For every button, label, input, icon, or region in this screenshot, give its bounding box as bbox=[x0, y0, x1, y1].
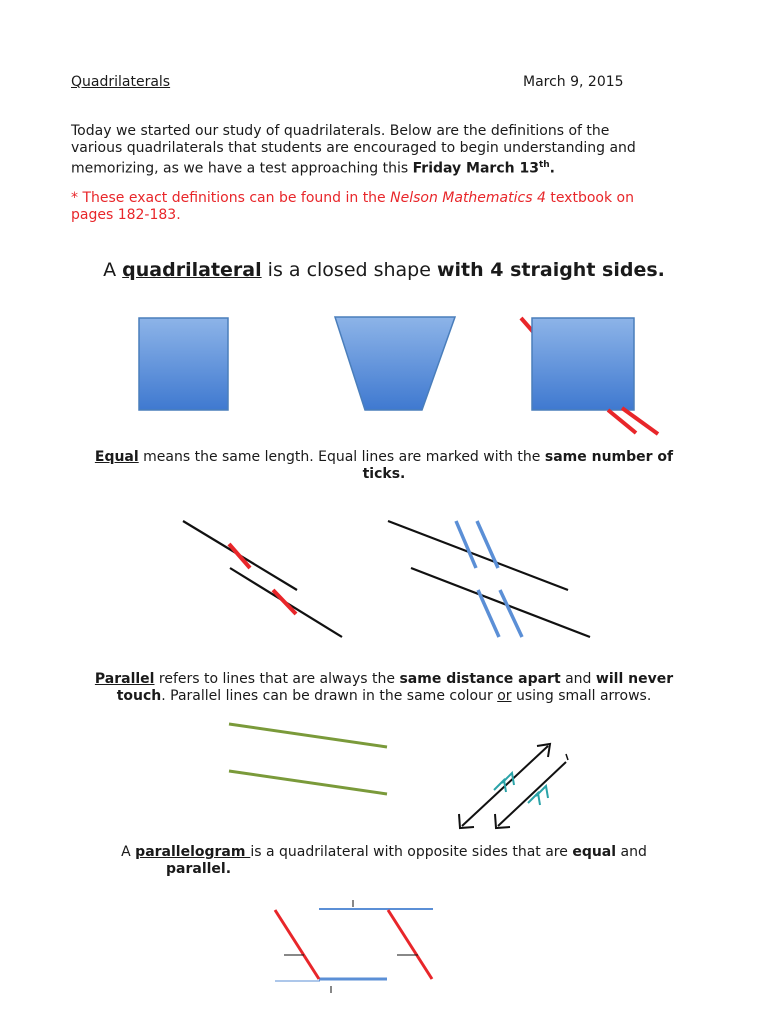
quad-def-middle: is a closed shape bbox=[261, 259, 437, 281]
test-date: Friday March 13 bbox=[412, 160, 539, 177]
textbook-title: Nelson Mathematics 4 bbox=[390, 190, 546, 206]
test-date-suffix: th bbox=[538, 160, 550, 170]
test-date-period: . bbox=[549, 160, 555, 177]
parallel-or: or bbox=[497, 688, 512, 704]
parallelogram-right-side bbox=[388, 910, 432, 979]
page-title: Quadrilaterals bbox=[71, 74, 171, 90]
note-line-2: pages 182-183. bbox=[71, 207, 181, 223]
parallel-text-3: . Parallel lines can be drawn in the same colour bbox=[161, 688, 498, 704]
equal-term: Equal bbox=[94, 449, 139, 465]
intro-line-3-text: memorizing, as we have a test approaching this bbox=[71, 160, 413, 177]
equal-text: means the same length. Equal lines are marked with the bbox=[138, 449, 545, 465]
parallel-term: Parallel bbox=[94, 671, 155, 687]
equal-bold-2: ticks. bbox=[362, 466, 406, 482]
page-date: March 9, 2015 bbox=[523, 74, 624, 90]
quad-def-a: A bbox=[103, 259, 123, 281]
parallel-text-1: refers to lines that are always the bbox=[154, 671, 400, 687]
parallelogram-left-side bbox=[275, 910, 319, 979]
parallelogram-text-2: and bbox=[616, 844, 647, 860]
note-text-2: textbook on bbox=[545, 190, 634, 206]
parallelogram-bold-2: parallel. bbox=[166, 861, 232, 877]
equal-bold: same number of bbox=[544, 449, 674, 465]
intro-line-2: various quadrilaterals that students are encouraged to begin understanding and bbox=[71, 140, 636, 156]
quad-def-term: quadrilateral bbox=[122, 259, 262, 281]
parallelogram-a: A bbox=[121, 844, 136, 860]
parallel-bold-1: same distance apart bbox=[399, 671, 561, 687]
quad-def-end: with 4 straight sides. bbox=[436, 259, 665, 281]
parallelogram-text-1: is a quadrilateral with opposite sides that are bbox=[250, 844, 573, 860]
parallel-bold-2: will never bbox=[595, 671, 674, 687]
parallelogram-bold-1: equal bbox=[572, 844, 617, 860]
parallel-text-4: using small arrows. bbox=[511, 688, 652, 704]
parallel-text-2: and bbox=[560, 671, 596, 687]
parallel-bold-3: touch bbox=[116, 688, 162, 704]
note-text-1: * These exact definitions can be found in the bbox=[71, 190, 391, 206]
parallelogram-term: parallelogram bbox=[135, 844, 251, 860]
intro-line-1: Today we started our study of quadrilaterals. Below are the definitions of the bbox=[71, 123, 610, 139]
